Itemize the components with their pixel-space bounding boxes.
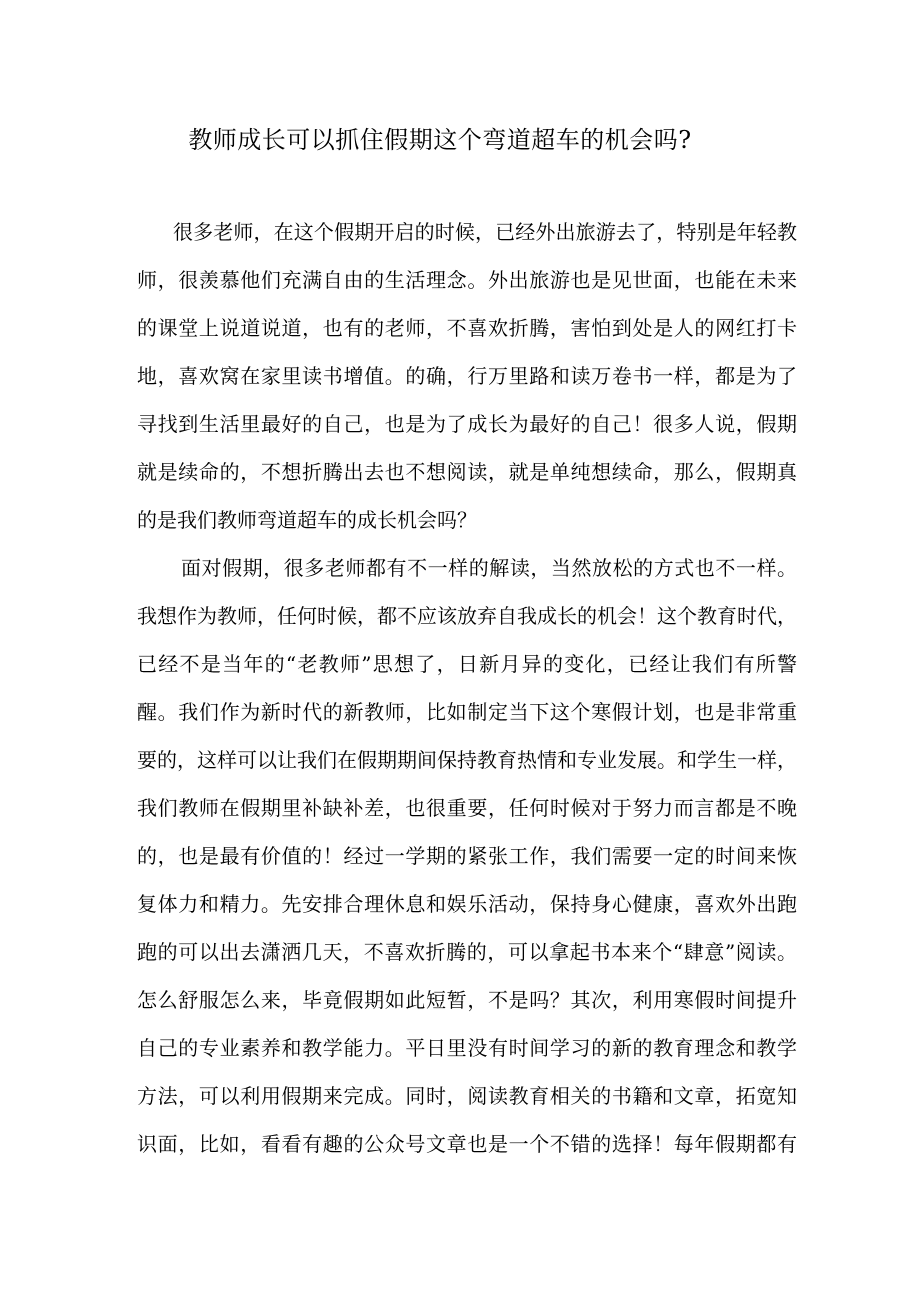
text-line: 醒。我们作为新时代的新教师，比如制定当下这个寒假计划，也是非常重 (137, 700, 797, 724)
text-line: 的是我们教师弯道超车的成长机会吗？ (137, 508, 477, 532)
text-line: 寻找到生活里最好的自己，也是为了成长为最好的自己！很多人说，假期 (137, 412, 797, 436)
text-line: 要的，这样可以让我们在假期期间保持教育热情和专业发展。和学生一样， (137, 748, 797, 772)
document-title: 教师成长可以抓住假期这个弯道超车的机会吗? (188, 126, 692, 154)
paragraph-1 (137, 214, 797, 550)
text-line: 面对假期，很多老师都有不一样的解读，当然放松的方式也不一样。 (181, 556, 797, 580)
text-line: 的，也是最有价值的！经过一学期的紧张工作，我们需要一定的时间来恢 (137, 844, 797, 868)
text-line: 我想作为教师，任何时候，都不应该放弃自我成长的机会！这个教育时代， (137, 604, 797, 628)
text-line: 怎么舒服怎么来，毕竟假期如此短暂，不是吗？其次，利用寒假时间提升 (137, 988, 797, 1012)
text-line: 识面，比如，看看有趣的公众号文章也是一个不错的选择！每年假期都有 (137, 1132, 797, 1156)
text-line: 地，喜欢窝在家里读书增值。的确，行万里路和读万卷书一样，都是为了 (137, 364, 797, 388)
document-body (137, 214, 797, 1174)
text-line: 已经不是当年的“老教师”思想了，日新月异的变化，已经让我们有所警 (137, 652, 797, 676)
paragraph-2 (137, 550, 797, 1174)
text-line: 跑的可以出去潇洒几天，不喜欢折腾的，可以拿起书本来个“肆意”阅读。 (137, 940, 797, 964)
text-line: 自己的专业素养和教学能力。平日里没有时间学习的新的教育理念和教学 (137, 1036, 797, 1060)
text-line: 就是续命的，不想折腾出去也不想阅读，就是单纯想续命，那么，假期真 (137, 460, 797, 484)
text-line: 复体力和精力。先安排合理休息和娱乐活动，保持身心健康，喜欢外出跑 (137, 892, 797, 916)
text-line: 的课堂上说道说道，也有的老师，不喜欢折腾，害怕到处是人的网红打卡 (137, 316, 797, 340)
text-line: 师，很羡慕他们充满自由的生活理念。外出旅游也是见世面，也能在未来 (137, 268, 797, 292)
text-line: 我们教师在假期里补缺补差，也很重要，任何时候对于努力而言都是不晚 (137, 796, 797, 820)
text-line: 方法，可以利用假期来完成。同时，阅读教育相关的书籍和文章，拓宽知 (137, 1084, 797, 1108)
text-line: 很多老师，在这个假期开启的时候，已经外出旅游去了，特别是年轻教 (173, 220, 797, 244)
